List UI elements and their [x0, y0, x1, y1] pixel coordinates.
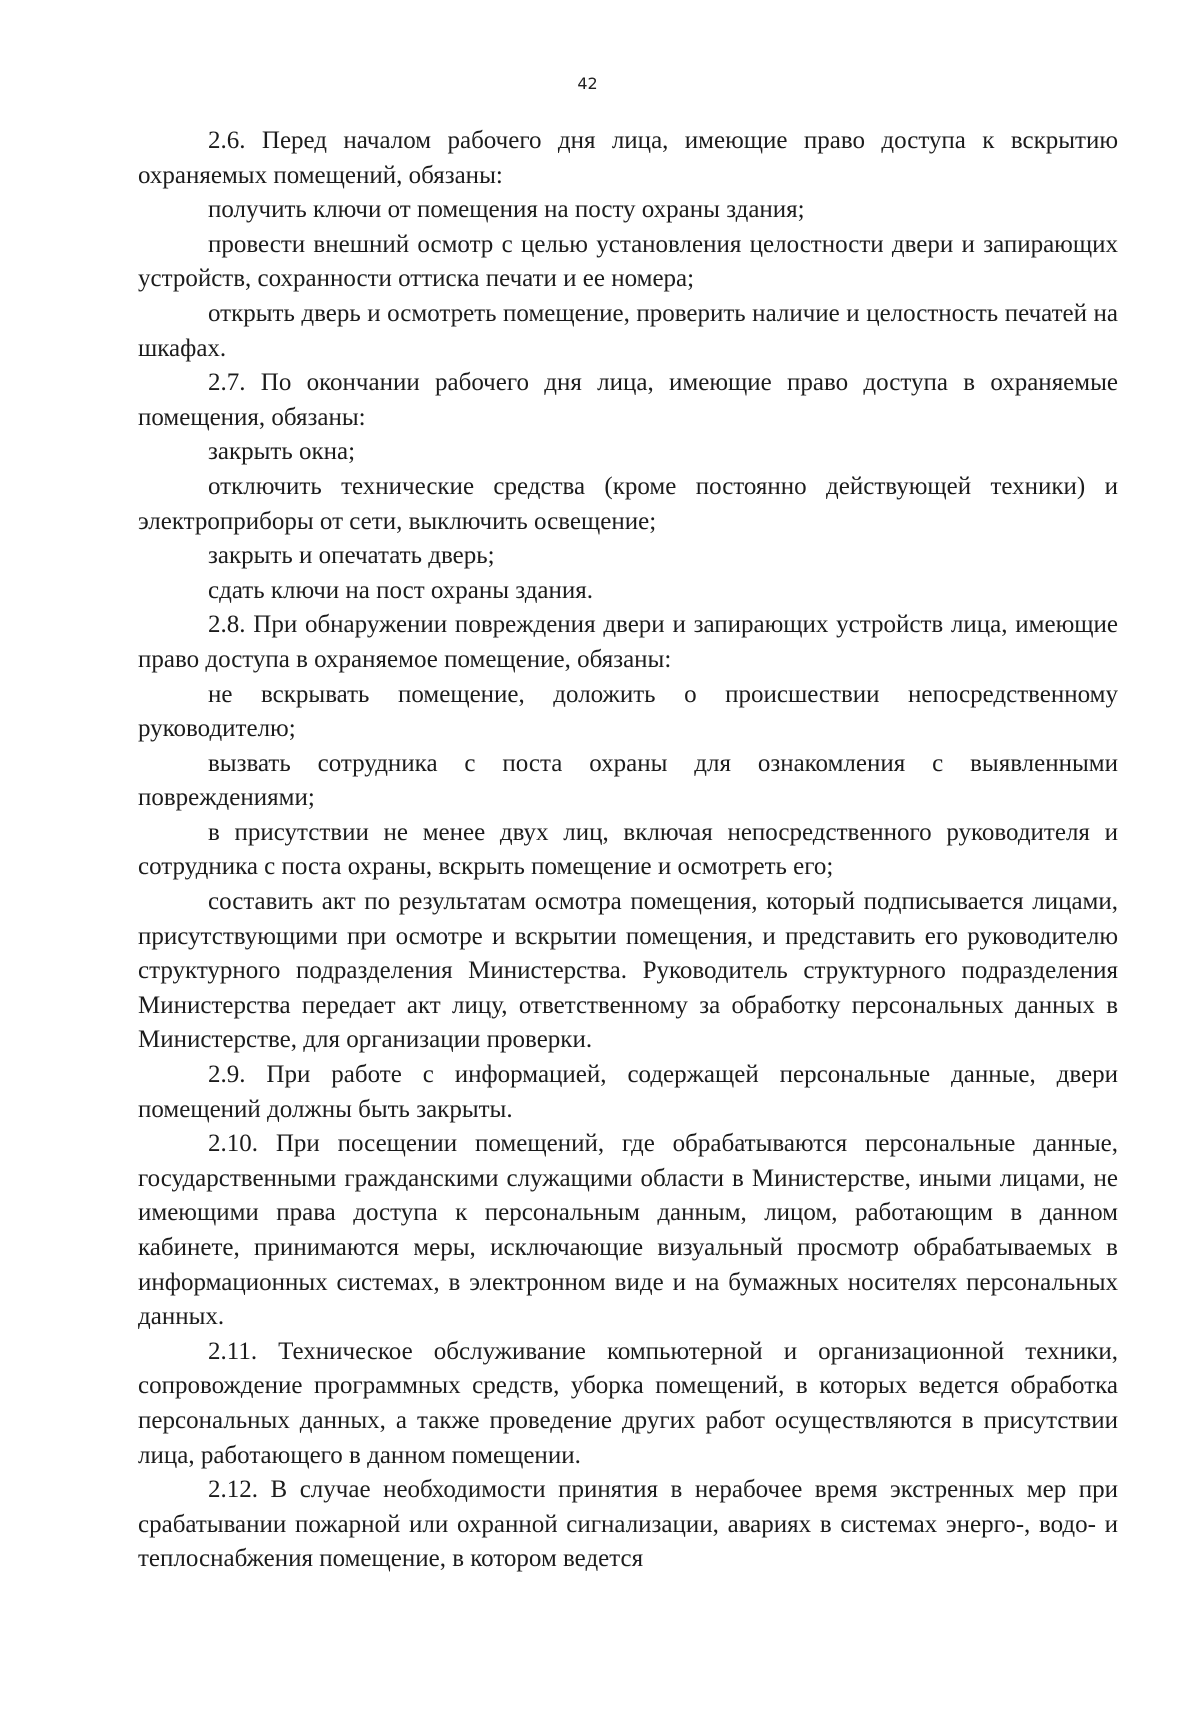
- paragraph-2-11: 2.11. Техническое обслуживание компьютерной и организационной техники, сопровождение программных средств, уборка помещений, в которых ведется обработка персональных данных, а также проведение других работ осуществляются в присутствии лица, работающего в данном помещении.: [138, 1337, 1118, 1469]
- list-item: сдать ключи на пост охраны здания.: [208, 576, 594, 604]
- paragraph-2-10: 2.10. При посещении помещений, где обрабатываются персональные данные, государственными гражданскими служащими области в Министерстве, иными лицами, не имеющими права доступа к персональным данным, лицом, работающим в данном кабинете, принимаются меры, исключающие визуальный просмотр обрабатываемых в информационных системах, в электронном виде и на бумажных носителях персональных данных.: [138, 1130, 1118, 1331]
- paragraph-2-9: 2.9. При работе с информацией, содержащей персональные данные, двери помещений должны быть закрыты.: [138, 1061, 1118, 1123]
- list-item: закрыть и опечатать дверь;: [208, 542, 495, 570]
- list-item: провести внешний осмотр с целью установления целостности двери и запирающих устройств, сохранности оттиска печати и ее номера;: [138, 230, 1118, 293]
- list-item: составить акт по результатам осмотра помещения, который подписывается лицами, присутствующими при осмотре и вскрытии помещения, и представить его руководителю структурного подразделения Министерства. Руководитель структурного подразделения Министерства передает акт лицу, ответственному за обработку персональных данных в Министерстве, для организации проверки.: [138, 888, 1118, 1054]
- paragraph-2-6: 2.6. Перед началом рабочего дня лица, имеющие право доступа к вскрытию охраняемых помещений, обязаны:: [138, 127, 1118, 189]
- paragraph-2-7: 2.7. По окончании рабочего дня лица, имеющие право доступа в охраняемые помещения, обязаны:: [138, 369, 1118, 431]
- page-number: 42: [577, 74, 598, 93]
- paragraph-2-8: 2.8. При обнаружении повреждения двери и запирающих устройств лица, имеющие право доступа в охраняемое помещение, обязаны:: [138, 611, 1118, 673]
- paragraph-2-12: 2.12. В случае необходимости принятия в нерабочее время экстренных мер при срабатывании пожарной или охранной сигнализации, авариях в системах энерго-, водо- и теплоснабжения помещение, в котором ведется: [138, 1476, 1118, 1573]
- list-item: открыть дверь и осмотреть помещение, проверить наличие и целостность печатей на шкафах.: [138, 299, 1118, 362]
- list-item: в присутствии не менее двух лиц, включая непосредственного руководителя и сотрудника с поста охраны, вскрыть помещение и осмотреть его;: [138, 818, 1118, 881]
- list-item: закрыть окна;: [208, 438, 356, 466]
- list-item: не вскрывать помещение, доложить о происшествии непосредственному руководителю;: [138, 680, 1118, 743]
- list-item: отключить технические средства (кроме постоянно действующей техники) и электроприборы от сети, выключить освещение;: [138, 472, 1118, 535]
- document-body: [138, 124, 1118, 1577]
- list-item: получить ключи от помещения на посту охраны здания;: [208, 196, 805, 224]
- list-item: вызвать сотрудника с поста охраны для ознакомления с выявленными повреждениями;: [138, 749, 1118, 812]
